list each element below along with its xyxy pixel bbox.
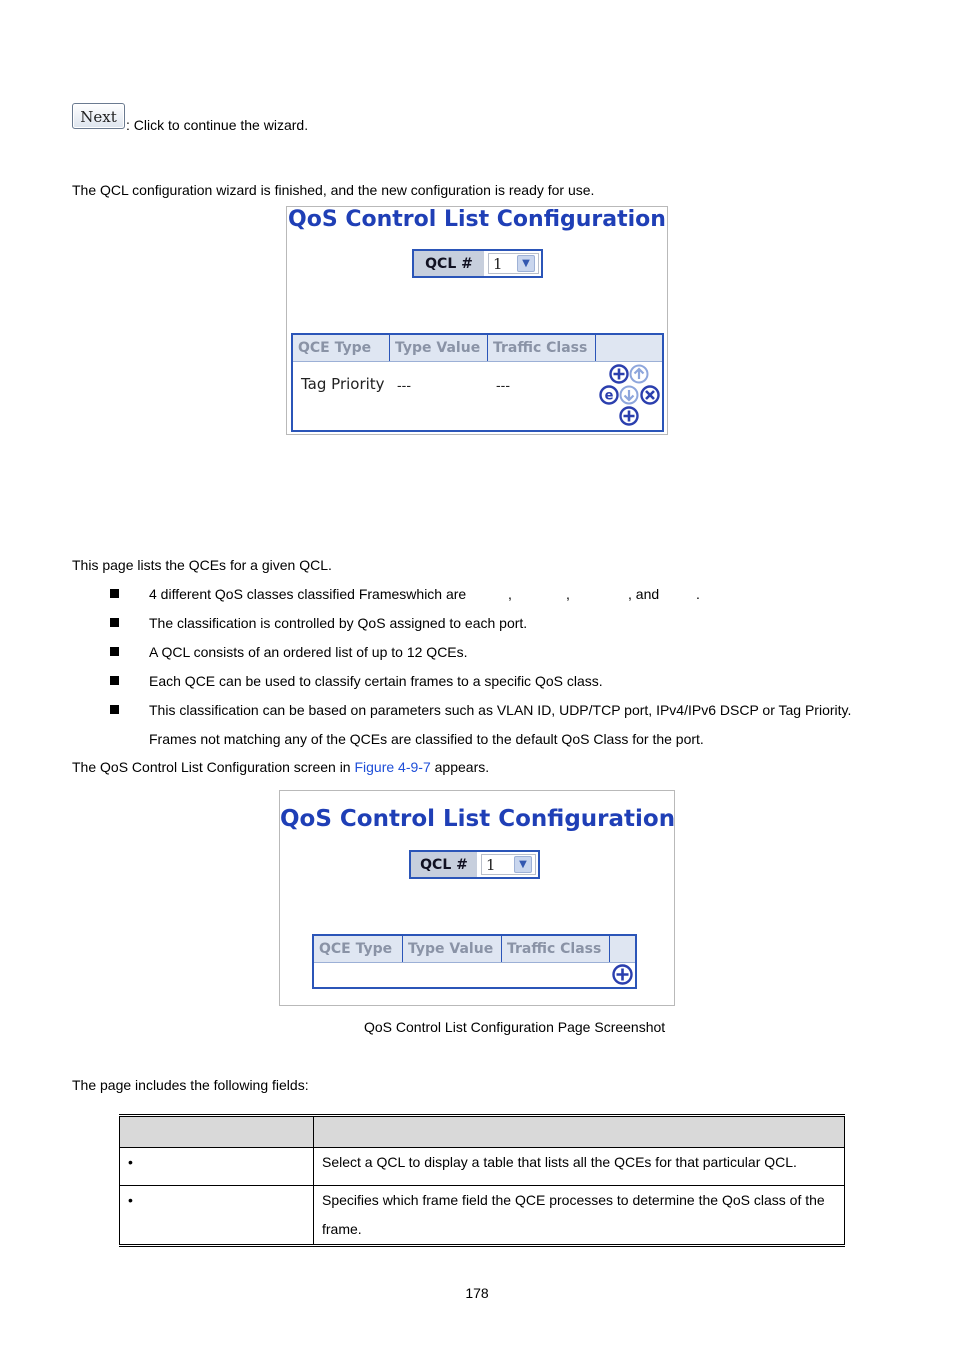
bullet-3-text: A QCL consists of an ordered list of up to 12 QCEs. [149, 644, 468, 660]
screen-intro-post: appears. [430, 759, 490, 775]
bullet-marker [110, 618, 119, 627]
qce-table-header [314, 936, 635, 963]
figure-caption: QoS Control List Configuration Page Screenshot [364, 1019, 666, 1035]
qcl-select-value: 1 [486, 855, 496, 874]
add-entry-icon[interactable] [619, 406, 639, 426]
header-cell-description [314, 1116, 845, 1148]
bullet-5-text: This classification can be based on parameters such as VLAN ID, UDP/TCP port, IPv4/IPv6 DSCP or Tag Priority. [149, 702, 852, 718]
wizard-finished-text: The QCL configuration wizard is finished, and the new configuration is ready for use. [72, 182, 595, 198]
table-row [120, 1186, 845, 1246]
fields-table-header [120, 1116, 845, 1148]
row-description [314, 1186, 845, 1246]
qcl-lead-text: This page lists the QCEs for a given QCL. [72, 557, 332, 573]
qcl-title: QoS Control List Configuration [288, 207, 666, 232]
table-row-type-value: --- [397, 377, 411, 393]
col-actions [596, 335, 662, 361]
qcl-title: QoS Control List Configuration [280, 806, 676, 832]
bullet-marker [110, 676, 119, 685]
figure-link[interactable]: Figure 4-9-7 [354, 759, 431, 775]
row-description-line-1: Specifies which frame field the QCE processes to determine the QoS class of the [322, 1192, 825, 1208]
table-row-traffic-class: --- [496, 377, 510, 393]
qcl-select[interactable] [488, 253, 539, 274]
col-type-value: Type Value [390, 335, 488, 361]
add-entry-icon[interactable] [612, 964, 633, 985]
row-description: Select a QCL to display a table that lists all the QCEs for that particular QCL. [314, 1148, 845, 1186]
svg-text:e: e [604, 388, 614, 404]
row-bullet: • [120, 1148, 314, 1186]
insert-before-icon[interactable] [609, 364, 629, 384]
col-type-value: Type Value [403, 936, 502, 962]
qce-table [291, 333, 664, 432]
next-description: : Click to continue the wizard. [126, 117, 309, 133]
qcl-select-value: 1 [493, 254, 503, 273]
qcl-select[interactable] [481, 854, 536, 875]
qce-table [312, 934, 637, 989]
col-qce-type: QCE Type [314, 936, 403, 962]
table-row [120, 1148, 845, 1186]
qcl-label: QCL # [411, 852, 479, 877]
move-up-icon [629, 364, 649, 384]
header-cell-object [120, 1116, 314, 1148]
bullet-1-text: 4 different QoS classes classified Frameswhich are [149, 586, 467, 602]
qcl-label: QCL # [414, 251, 486, 276]
bullet-1-sep-3: , and [628, 586, 660, 602]
bullet-1-sep-1: , [508, 586, 512, 602]
col-qce-type: QCE Type [293, 335, 390, 361]
qcl-selector [409, 850, 540, 879]
bullet-2-text: The classification is controlled by QoS assigned to each port. [149, 615, 528, 631]
bullet-5-continuation: Frames not matching any of the QCEs are classified to the default QoS Class for the port. [149, 731, 704, 747]
col-traffic-class: Traffic Class [502, 936, 610, 962]
bullet-1-sep-4: . [696, 586, 700, 602]
delete-icon[interactable] [640, 385, 660, 405]
chevron-down-icon[interactable]: ▼ [517, 255, 535, 272]
bullet-marker [110, 589, 119, 598]
bullet-marker [110, 705, 119, 714]
next-button[interactable]: Next [72, 103, 125, 129]
qcl-selector [412, 249, 543, 278]
col-traffic-class: Traffic Class [488, 335, 596, 361]
chevron-down-icon[interactable]: ▼ [514, 856, 532, 873]
qce-table-header [293, 335, 662, 362]
bullet-1-sep-2: , [566, 586, 570, 602]
bullet-4-text: Each QCE can be used to classify certain frames to a specific QoS class. [149, 673, 603, 689]
fields-lead-text: The page includes the following fields: [72, 1077, 309, 1093]
move-down-icon [619, 385, 639, 405]
fields-table [119, 1114, 845, 1247]
page-number: 178 [465, 1285, 489, 1301]
edit-icon[interactable] [599, 385, 619, 405]
bullet-marker [110, 647, 119, 656]
screen-intro-pre: The QoS Control List Configuration screen in [72, 759, 355, 775]
table-row-qce-type: Tag Priority [301, 375, 385, 393]
qcl-screenshot-1 [286, 206, 668, 435]
screen-intro-line [72, 758, 489, 776]
row-bullet: • [120, 1186, 314, 1246]
col-actions [610, 936, 635, 962]
row-description-line-2: frame. [322, 1221, 362, 1237]
qcl-screenshot-2 [279, 790, 675, 1006]
